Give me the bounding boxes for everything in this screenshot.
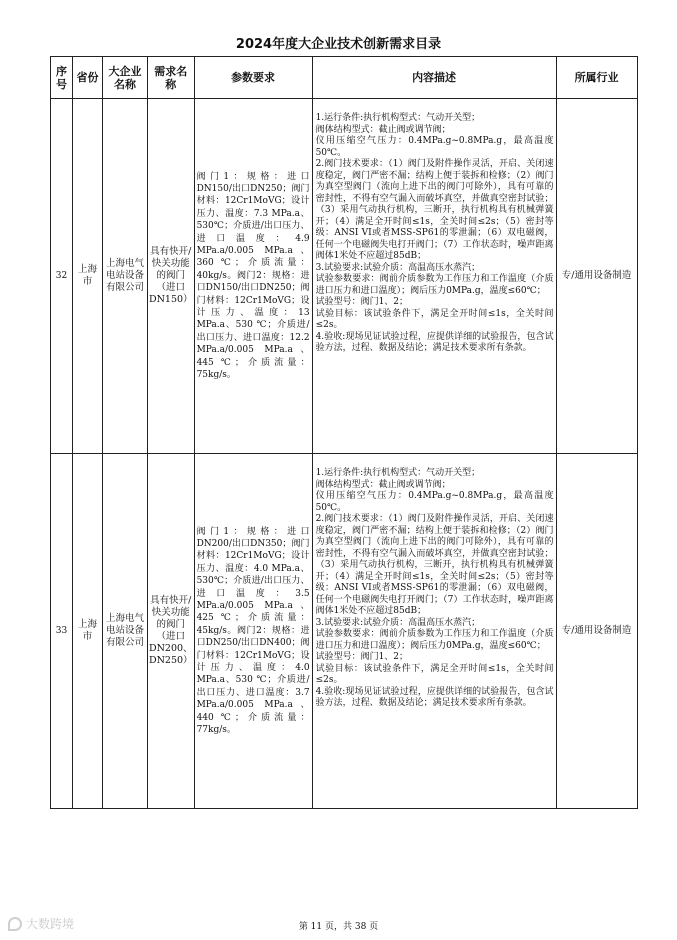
header-seq: 序号 (51, 57, 73, 99)
desc-line: 阀体结构型式：截止阀或调节阀； (315, 124, 451, 135)
desc-line: 2.阀门技术要求：（1）阀门及附件操作灵活，开启、关闭速度稳定，阀门严密不漏；结构上便于装拆和检修；（2）阀门为真空型阀门（流向上进下出的阀门可除外），具有可靠的密封性，不得有空气漏入而破坏真空，并做真空密封试验；（3）采用气动执行机构，三断开，执行机构具有机械弹簧开；（4）满足全开时间≤1s，全关时间≤2s；（5）密封等级：ANSI VI或者MSS-SP61的零泄漏；（6）双电磁阀，任何一个电磁阀失电打开阀门；（7）工作状态时，噪声距离阀体1米处不应超过85dB； (315, 159, 554, 261)
row-desc (312, 99, 556, 454)
row-industry: 专/通用设备制造 (556, 454, 637, 809)
row-seq: 33 (51, 454, 73, 809)
desc-line: 3.试验要求:试验介质：高温高压水蒸汽； (315, 617, 481, 628)
row-company: 上海电气电站设备有限公司 (103, 99, 148, 454)
desc-line: 试验参数要求：阀前介质参数为工作压力和工作温度（介质进口压力和进口温度）；阀后压力0MPa.g，温度≤60℃； (315, 629, 554, 651)
table-row (51, 99, 638, 454)
row-province: 上海市 (73, 99, 103, 454)
desc-line: 试验型号：阀门1、2； (315, 297, 409, 307)
header-company: 大企业名称 (103, 57, 148, 99)
row-industry: 专/通用设备制造 (556, 99, 637, 454)
desc-line: 4.验收:现场见证试验过程，应提供详细的试验报告，包含试验方法，过程、数据及结论；满足技术要求所有条款。 (315, 331, 554, 353)
row-need: 具有快开/快关功能的阀门（进口DN150） (148, 99, 195, 454)
desc-line: 4.验收:现场见证试验过程，应提供详细的试验报告，包含试验方法，过程、数据及结论；满足技术要求所有条款。 (315, 686, 554, 708)
table-row (51, 454, 638, 809)
desc-line: 1.运行条件:执行机构型式：气动开关型； (315, 113, 481, 123)
desc-line: 仪用压缩空气压力：0.4MPa.g~0.8MPa.g，最高温度50℃。 (315, 491, 554, 513)
desc-line: 2.阀门技术要求：（1）阀门及附件操作灵活，开启、关闭速度稳定，阀门严密不漏；结构上便于装拆和检修；（2）阀门为真空型阀门（流向上进下出的阀门可除外），具有可靠的密封性，不得有空气漏入而破坏真空，并做真空密封试验；（3）采用气动执行机构，三断开，执行机构具有机械弹簧开；（4）满足全开时间≤1s，全关时间≤2s；（5）密封等级：ANSI VI或者MSS-SP61的零泄漏；（6）双电磁阀，任何一个电磁阀失电打开阀门；（7）工作状态时，噪声距离阀体1米处不应超过85dB； (315, 514, 554, 616)
header-row (51, 57, 638, 99)
header-need: 需求名称 (148, 57, 195, 99)
header-desc: 内容描述 (312, 57, 556, 99)
desc-line: 1.运行条件:执行机构型式：气动开关型； (315, 468, 481, 478)
row-params: 阀门1：规格：进口DN200/出口DN350；阀门材料：12Cr1MoVG；设计压力、温度：4.0 MPa.a、530℃；介质进/出口压力、进口温度：3.5 MPa.a/0.005 MPa.a、425 ℃；介质流量：45kg/s。阀门2：规格：进口DN250/出口DN400；阀门材料：12Cr1MoVG；设计压力、温度：4.0 MPa.a、530 ℃；介质进/出口压力、进口温度：3.7 MPa.a/0.005 MPa.a、440 ℃；介质流量：77kg/s。 (194, 454, 312, 809)
header-params: 参数要求 (194, 57, 312, 99)
row-need: 具有快开/快关功能的阀门（进口DN200、DN250） (148, 454, 195, 809)
watermark-text: 大数跨境 (26, 917, 75, 931)
header-province: 省份 (73, 57, 103, 99)
desc-line: 试验目标：该试验条件下，满足全开时间≤1s，全关时间≤2s。 (315, 308, 554, 330)
row-desc (312, 454, 556, 809)
page-number: 第 11 页，共 38 页 (298, 922, 379, 932)
desc-line: 仪用压缩空气压力：0.4MPa.g~0.8MPa.g，最高温度50℃。 (315, 136, 554, 158)
desc-line: 3.试验要求:试验介质：高温高压水蒸汽； (315, 262, 481, 273)
desc-line: 试验目标：该试验条件下，满足全开时间≤1s，全关时间≤2s。 (315, 663, 554, 685)
row-seq: 32 (51, 99, 73, 454)
desc-line: 阀体结构型式：截止阀或调节阀； (315, 479, 451, 490)
desc-line: 试验参数要求：阀前介质参数为工作压力和工作温度（介质进口压力和进口温度）；阀后压力0MPa.g，温度≤60℃； (315, 274, 554, 296)
row-params: 阀门1：规格：进口DN150/出口DN250；阀门材料：12Cr1MoVG；设计压力、温度：7.3 MPa.a、530℃；介质进/出口压力、进口温度：4.9 MPa.a/0.005 MPa.a、360 ℃；介质流量：40kg/s。阀门2：规格：进口DN150/出口DN250；阀门材料：12Cr1MoVG；设计压力、温度：13 MPa.a、530 ℃；介质进/出口压力、进口温度：12.2 MPa.a/0.005 MPa.a、445 ℃；介质流量：75kg/s。 (194, 99, 312, 454)
demand-table (50, 56, 638, 809)
desc-line: 试验型号：阀门1、2； (315, 652, 409, 662)
page-title: 2024年度大企业技术创新需求目录 (235, 37, 442, 52)
row-province: 上海市 (73, 454, 103, 809)
header-industry: 所属行业 (556, 57, 637, 99)
row-company: 上海电气电站设备有限公司 (103, 454, 148, 809)
